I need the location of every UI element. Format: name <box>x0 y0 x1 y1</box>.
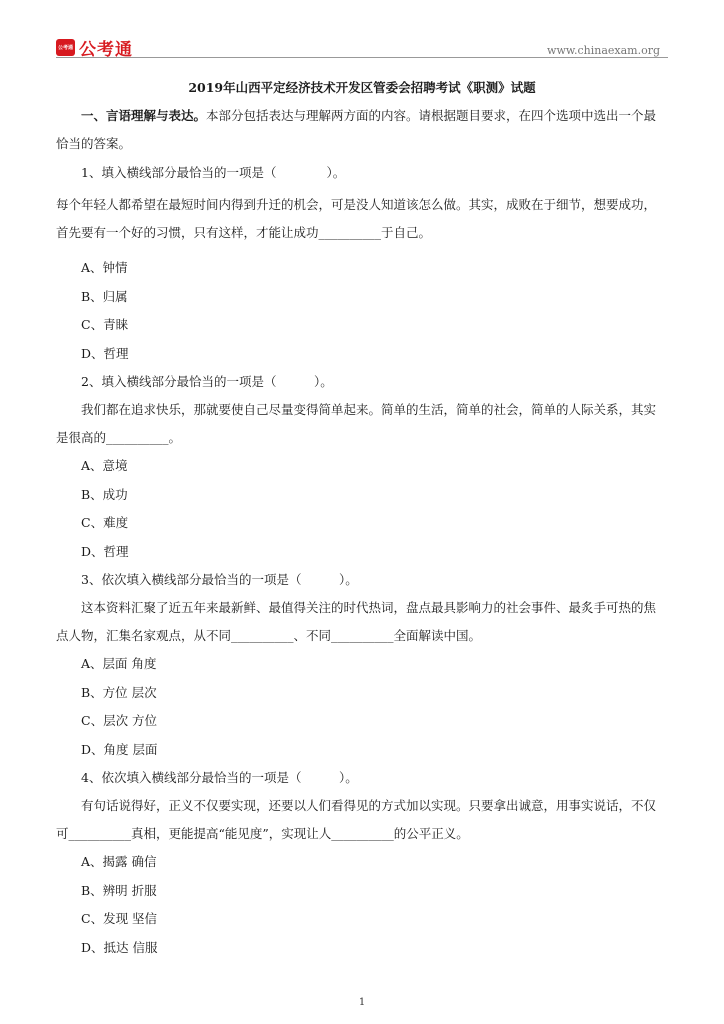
answer-option: C、青睐 <box>81 317 129 332</box>
document-title: 2019年山西平定经济技术开发区管委会招聘考试《职测》试题 <box>188 80 536 95</box>
question-passage: 我们都在追求快乐，那就要使自己尽量变得简单起来。简单的生活，简单的社会，简单的人际关系，其实是很高的__________。 <box>56 402 657 445</box>
answer-option: A、层面 角度 <box>81 656 157 671</box>
question-passage: 有句话说得好，正义不仅要实现，还要以人们看得见的方式加以实现。只要拿出诚意，用事实说话，不仅可__________真相，更能提高“能见度”，实现让人__________的公平正义。 <box>56 798 657 841</box>
answer-option: B、成功 <box>81 486 128 502</box>
answer-option: B、辨明 折服 <box>81 882 157 898</box>
answer-option: B、归属 <box>81 288 128 304</box>
answer-option: A、钟情 <box>81 260 128 275</box>
answer-option: D、哲理 <box>81 543 129 559</box>
answer-option: A、揭露 确信 <box>81 854 157 869</box>
answer-option: C、层次 方位 <box>81 713 158 728</box>
document-body <box>56 70 668 962</box>
answer-option: B、方位 层次 <box>81 684 157 700</box>
site-url: www.chinaexam.org <box>547 44 660 57</box>
question-stem: 2、填入横线部分最恰当的一项是（ ）。 <box>81 374 333 389</box>
page-header <box>0 0 724 62</box>
page-number: 1 <box>358 997 366 1008</box>
question-passage: 这本资料汇聚了近五年来最新鲜、最值得关注的时代热词，盘点最具影响力的社会事件、最炙手可热的焦点人物，汇集名家观点，从不同__________、不同__________全面解读中国。 <box>56 600 657 643</box>
answer-option: C、发现 坚信 <box>81 911 158 926</box>
answer-option: A、意境 <box>81 458 128 473</box>
answer-option: C、难度 <box>81 515 129 530</box>
section-intro-text: 本部分包括表达与理解两方面的内容。请根据题目要求，在四个选项中选出一个最恰当的答案。 <box>56 108 657 151</box>
question-stem: 3、依次填入横线部分最恰当的一项是（ ）。 <box>81 572 358 587</box>
header-divider <box>56 57 668 58</box>
logo-text: 公考通 <box>79 40 133 60</box>
logo-icon: 公考通 <box>56 39 75 56</box>
answer-option: D、角度 层面 <box>81 741 158 757</box>
section-heading: 一、言语理解与表达。 <box>81 108 207 123</box>
answer-option: D、哲理 <box>81 345 129 361</box>
question-stem: 4、依次填入横线部分最恰当的一项是（ ）。 <box>81 770 358 785</box>
question-stem: 1、填入横线部分最恰当的一项是（ ）。 <box>81 165 346 180</box>
answer-option: D、抵达 信服 <box>81 939 158 955</box>
question-passage: 每个年轻人都希望在最短时间内得到升迁的机会，可是没人知道该怎么做。其实，成败在于细节，想要成功，首先要有一个好的习惯，只有这样，才能让成功__________于自己。 <box>56 197 657 240</box>
section-intro <box>56 102 668 158</box>
